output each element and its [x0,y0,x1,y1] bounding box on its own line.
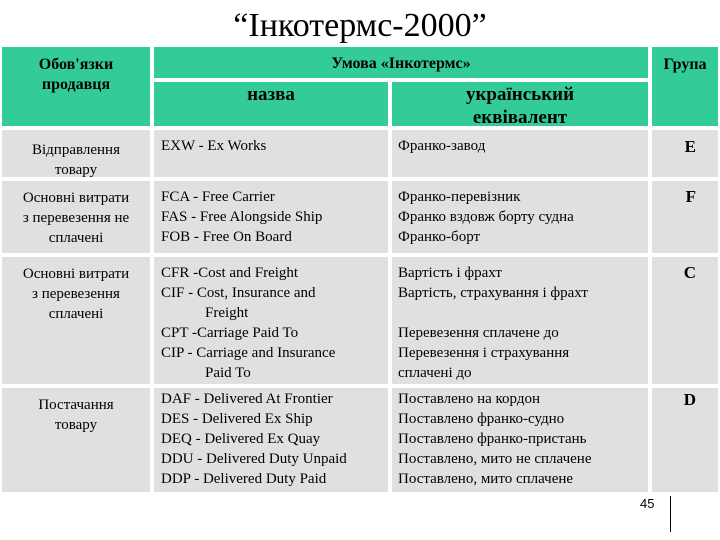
row-3-equivalents: Вартість і фрахт Вартість, страхування і фрахт Перевезення сплачене до Перевезення і страхування сплачені до [392,257,648,384]
row-3-obligation: Основні витрати з перевезення сплачені [2,257,150,384]
header-line: продавця [41,76,111,93]
header-group: Група [652,47,718,126]
row-1-equivalents: Франко-завод [392,130,648,177]
row-2-group: F [652,181,718,253]
header-line: еквівалент [472,107,568,128]
header-line: Обов'язки [38,56,114,73]
row-4-equivalents: Поставлено на кордон Поставлено франко-судно Поставлено франко-пристань Поставлено, мито не сплачене Поставлено, мито сплачене [392,388,648,492]
row-4-group: D [652,388,718,492]
row-1-group: E [652,130,718,177]
page-number-divider [670,496,671,532]
row-2-equivalents: Франко-перевізник Франко вздовж борту судна Франко-борт [392,181,648,253]
header-incoterms-condition: Умова «Інкотермс» [154,47,648,78]
slide-title: “Інкотермс-2000” [233,7,487,44]
header-seller-obligations [2,47,150,126]
header-ukrainian-equivalent [392,82,648,126]
row-2-names: FCA - Free Carrier FAS - Free Alongside Ship FOB - Free On Board [154,181,388,253]
row-3-group: C [652,257,718,384]
row-1-obligation: Відправлення товару [2,130,150,177]
header-line: український [465,84,575,105]
row-1-names: EXW - Ex Works [154,130,388,177]
row-4-names: DAF - Delivered At Frontier DES - Delivered Ex Ship DEQ - Delivered Ex Quay DDU - Delivered Duty Unpaid DDP - Delivered Duty Paid [154,388,388,492]
row-3-names: CFR -Cost and Freight CIF - Cost, Insurance and Freight CPT -Carriage Paid To CIP - Carriage and Insurance Paid To [154,257,388,384]
row-2-obligation: Основні витрати з перевезення не сплачені [2,181,150,253]
page-number: 45 [640,496,655,511]
header-name: назва [154,82,388,126]
incoterms-table [0,45,720,495]
row-4-obligation: Постачання товару [2,388,150,492]
